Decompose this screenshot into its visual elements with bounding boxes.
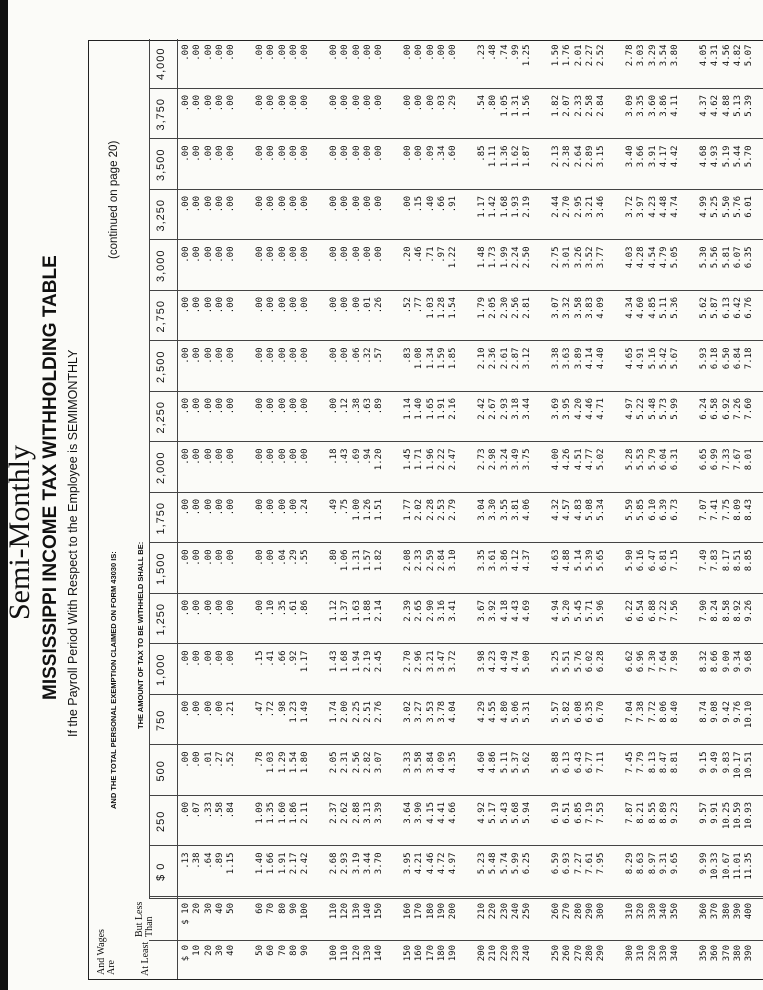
exemption-column-header: 1,500 [155,552,167,586]
tax-value-column: .00 .00 .00 .00 .00 [181,600,237,617]
tax-value-column: 6.62 6.96 7.30 7.64 7.98 [625,650,681,673]
tax-value-column: 3.98 4.23 4.49 4.74 5.00 [477,650,533,673]
header-bottom-rule [177,39,178,979]
tax-value-column: 1.40 1.66 1.91 2.17 2.42 [255,852,311,875]
tax-value-column: 4.29 4.55 4.80 5.06 5.31 [477,701,533,723]
tax-value-column: 3.33 3.58 3.84 4.09 4.35 [403,751,459,774]
exemption-header: AND THE TOTAL PERSONAL EXEMPTION CLAIMED ON FORM 43030 IS: [109,551,118,809]
tax-value-column: 5.62 5.87 6.13 6.42 6.76 [699,297,755,319]
less-than-values: 160 170 180 190 200 [403,903,459,920]
tax-value-column: 2.13 2.38 2.64 2.89 3.15 [551,145,607,168]
tax-value-column: 6.22 6.54 6.88 7.22 7.56 [625,600,681,622]
tax-value-column: 3.35 3.61 3.86 4.12 4.37 [477,549,533,572]
tax-value-column: 2.10 2.36 2.61 2.87 3.12 [477,347,533,370]
tax-value-column: 5.23 5.48 5.74 5.99 6.25 [477,852,533,875]
wages-header: And Wages Are [96,929,117,975]
tax-value-column: .00 .00 .06 .32 .57 [329,347,385,364]
at-least-values: $ 0 10 20 30 40 [181,945,237,962]
tax-value-column: 2.42 2.67 2.93 3.18 3.44 [477,398,533,420]
tax-value-column: 2.78 3.03 3.29 3.54 3.80 [625,44,681,67]
tax-value-column: 3.72 3.97 4.23 4.48 4.74 [625,196,681,218]
tax-value-column: .15 .41 .66 .92 1.17 [255,650,311,673]
column-rule [149,644,763,645]
tax-value-column: 1.14 1.40 1.65 1.91 2.16 [403,398,459,420]
tax-value-column: 7.04 7.38 7.72 8.06 8.40 [625,701,681,723]
tax-value-column: 3.02 3.27 3.53 3.78 4.04 [403,701,459,723]
tax-value-column: .47 .72 .98 1.23 1.49 [255,701,311,723]
tax-value-column: 2.37 2.62 2.88 3.13 3.39 [329,802,385,824]
exemption-column-header: 500 [155,760,167,782]
tax-value-column: 5.28 5.53 5.79 6.04 6.31 [625,448,681,471]
exemption-column-header: 2,750 [155,299,167,333]
tax-value-column: 4.97 5.22 5.48 5.73 5.99 [625,398,681,420]
tax-value-column: .49 .75 1.00 1.26 1.51 [329,499,385,521]
tax-value-column: 5.90 6.16 6.47 6.81 7.15 [625,549,681,572]
less-than-values: 260 270 280 290 300 [551,903,607,920]
tax-value-column: 4.60 4.86 5.11 5.37 5.62 [477,751,533,774]
tax-value-column: 1.12 1.37 1.63 1.88 2.14 [329,600,385,622]
exemption-column-header: 750 [155,709,167,731]
tax-value-column: 2.75 3.01 3.26 3.52 3.77 [551,246,607,269]
tax-value-column: 2.44 2.70 2.95 3.21 3.46 [551,196,607,218]
less-than-values: 60 70 80 90 100 [255,903,311,920]
tax-value-column: .83 1.08 1.34 1.59 1.85 [403,347,459,370]
tax-value-column: 5.25 5.51 5.76 6.02 6.28 [551,650,607,673]
column-rule [149,896,763,897]
tax-value-column: 3.40 3.66 3.91 4.17 4.42 [625,145,681,168]
exemption-column-header: 2,000 [155,451,167,485]
at-least-values: 300 310 320 330 340 [625,945,681,962]
at-least-values: 100 110 120 130 140 [329,945,385,962]
tax-value-column: 1.82 2.07 2.33 2.58 2.84 [551,95,607,117]
column-rule [149,240,763,241]
tax-value-column: 3.38 3.63 3.89 4.14 4.40 [551,347,607,370]
tax-value-column: 3.64 3.90 4.15 4.41 4.66 [403,802,459,824]
column-rule [149,189,763,190]
tax-value-column: .20 .46 .71 .97 1.22 [403,246,459,269]
tax-value-column: .00 .00 .00 .00 .00 [255,448,311,465]
tax-value-column: .23 .48 .74 .99 1.25 [477,44,533,67]
column-rule [149,745,763,746]
tax-value-column: .00 .00 .00 .01 .26 [329,297,385,314]
exemption-column-header: 3,500 [155,148,167,182]
tax-value-column: 4.92 5.17 5.43 5.68 5.94 [477,802,533,824]
tax-value-column: .00 .00 .04 .29 .55 [255,549,311,566]
tax-value-column: 5.57 5.82 6.08 6.35 6.70 [551,701,607,723]
tax-value-column: .00 .00 .00 .00 .24 [255,499,311,516]
wage-column-rule [149,898,763,899]
tax-value-column: 1.77 2.02 2.28 2.53 2.79 [403,499,459,521]
tax-value-column: .85 1.11 1.36 1.62 1.87 [477,145,533,168]
tax-value-column: 2.39 2.65 2.90 3.16 3.41 [403,600,459,622]
tax-value-column: 5.59 5.85 6.10 6.39 6.73 [625,499,681,521]
tax-value-column: .00 .00 .00 .00 .00 [181,398,237,415]
tax-amount-header: THE AMOUNT OF TAX TO BE WITHHELD SHALL BE: [136,541,145,729]
tax-value-column: 4.94 5.20 5.45 5.71 5.96 [551,600,607,622]
tax-value-column: 7.87 8.21 8.55 8.89 9.23 [625,802,681,824]
tax-value-column: .00 .00 .09 .34 .60 [403,145,459,162]
at-least-values: 350 360 370 380 390 [699,945,755,962]
tax-value-column: .00 .00 .00 .00 .00 [181,549,237,566]
tax-value-column: 2.70 2.96 3.21 3.47 3.72 [403,650,459,673]
tax-value-column: .00 .00 .00 .00 .00 [181,246,237,263]
exemption-column-header: 1,750 [155,501,167,535]
tax-value-column: .18 .43 .69 .94 1.20 [329,448,385,471]
tax-value-column: 1.79 2.05 2.30 2.56 2.81 [477,297,533,319]
wage-column-rule [149,940,763,941]
tax-value-column: .00 .00 .00 .00 .00 [181,499,237,516]
tax-value-column: .00 .00 .00 .00 .00 [255,398,311,415]
tax-value-column: 4.03 4.28 4.54 4.79 5.05 [625,246,681,269]
column-rule [149,492,763,493]
column-rule [149,593,763,594]
tax-value-column: .52 .77 1.03 1.28 1.54 [403,297,459,319]
tax-value-column: 4.05 4.31 4.56 4.82 5.07 [699,44,755,67]
tax-value-column: 4.65 4.91 5.16 5.42 5.67 [625,347,681,370]
tax-value-column: 1.50 1.76 2.01 2.27 2.52 [551,44,607,67]
tax-value-column: .54 .80 1.05 1.31 1.56 [477,95,533,117]
exemption-column-header: 1,250 [155,602,167,636]
column-rule [149,543,763,544]
column-rule [149,88,763,89]
tax-value-column: .00 .00 .00 .03 .29 [403,95,459,112]
tax-value-column: .00 .00 .00 .00 .00 [255,145,311,162]
tax-value-column: .00 .00 .00 .00 .00 [181,650,237,667]
column-rule [149,341,763,342]
at-least-values: 200 210 220 230 240 [477,945,533,962]
tax-value-column: 1.74 2.00 2.25 2.51 2.76 [329,701,385,723]
tax-value-column: 8.29 8.63 8.97 9.31 9.65 [625,852,681,875]
tax-value-column: 5.30 5.56 5.81 6.07 6.35 [699,246,755,269]
tax-value-column: 1.17 1.42 1.68 1.93 2.19 [477,196,533,218]
tax-value-column: 1.48 1.73 1.99 2.24 2.50 [477,246,533,269]
tax-value-column: 6.24 6.58 6.92 7.26 7.60 [699,398,755,420]
tax-value-column: 4.99 5.25 5.50 5.76 6.01 [699,196,755,218]
exemption-column-header: 2,250 [155,400,167,434]
exemption-column-header: $ 0 [155,862,167,881]
tax-value-column: 3.07 3.32 3.58 3.83 4.09 [551,297,607,319]
tax-value-column: 5.88 6.13 6.43 6.77 7.11 [551,751,607,774]
tax-value-column: .00 .00 .00 .00 .00 [255,246,311,263]
tax-value-column: .00 .00 .00 .00 .00 [181,448,237,465]
tax-value-column: .00 .00 .00 .00 .00 [329,196,385,213]
table-subtitle: If the Payroll Period With Respect to the Employee is SEMIMONTHLY [66,349,80,737]
tax-value-column: .00 .00 .00 .00 .00 [255,95,311,112]
tax-value-column: 2.08 2.33 2.59 2.84 3.10 [403,549,459,572]
tax-value-column: .00 .00 .00 .00 .00 [181,44,237,61]
tax-value-column: 4.34 4.60 4.85 5.11 5.36 [625,297,681,319]
tax-value-column: .00 .07 .33 .58 .84 [181,802,237,819]
tax-value-column: 3.69 3.95 4.20 4.46 4.71 [551,398,607,420]
less-than-values: 110 120 130 140 150 [329,903,385,920]
continued-note: (continued on page 20) [108,140,120,259]
tax-value-column: 6.65 6.99 7.33 7.67 8.01 [699,448,755,471]
exemption-column-header: 3,750 [155,97,167,131]
rotated-table-wrapper [3,40,763,980]
tax-value-column: 9.15 9.49 9.83 10.17 10.51 [699,751,755,779]
tax-value-column: .00 .00 .00 .00 .00 [181,145,237,162]
tax-value-column: 3.09 3.35 3.60 3.86 4.11 [625,95,681,117]
at-least-values: 150 160 170 180 190 [403,945,459,962]
tax-value-column: 7.49 7.83 8.17 8.51 8.85 [699,549,755,572]
tax-value-column: .00 .00 .00 .00 .00 [329,246,385,263]
exemption-column-header: 4,000 [155,47,167,81]
tax-value-column: 2.73 2.98 3.24 3.49 3.75 [477,448,533,471]
exemption-column-header: 1,000 [155,653,167,687]
tax-value-column: 5.93 6.18 6.50 6.84 7.18 [699,347,755,370]
column-rule [149,694,763,695]
tax-value-column: 8.74 9.08 9.42 9.76 10.10 [699,701,755,729]
column-rule [149,391,763,392]
at-least-header: At Least [140,941,151,976]
tax-value-column: .78 1.03 1.29 1.54 1.80 [255,751,311,774]
tax-value-column: .00 .12 .38 .63 .89 [329,398,385,415]
tax-value-column: 3.04 3.30 3.55 3.81 4.06 [477,499,533,521]
tax-value-column: .80 1.06 1.31 1.57 1.82 [329,549,385,572]
column-rule [149,442,763,443]
tax-value-column: 3.67 3.92 4.18 4.43 4.69 [477,600,533,622]
column-rule [149,290,763,291]
exemption-column-header: 2,500 [155,350,167,384]
tax-value-column: 4.32 4.57 4.83 5.08 5.34 [551,499,607,521]
tax-value-column: 4.63 4.88 5.14 5.39 5.65 [551,549,607,572]
tax-value-column: 6.59 6.93 7.27 7.61 7.95 [551,852,607,875]
tax-value-column: .00 .15 .40 .66 .91 [403,196,459,213]
tax-value-column: .00 .00 .00 .00 .00 [255,347,311,364]
tax-value-column: .00 .00 .00 .00 .00 [329,95,385,112]
tax-value-column: .00 .00 .00 .00 .00 [181,347,237,364]
tax-value-column: 4.00 4.26 4.51 4.77 5.02 [551,448,607,471]
withholding-table [88,40,763,980]
exemption-column-header: 3,000 [155,249,167,283]
but-less-than-header: But Less Than [134,901,155,937]
table-title: MISSISSIPPI INCOME TAX WITHHOLDING TABLE [40,255,61,700]
tax-value-column: .00 .00 .00 .00 .00 [403,44,459,61]
tax-value-column: .00 .00 .00 .00 .00 [181,95,237,112]
tax-value-column: 6.19 6.51 6.85 7.19 7.53 [551,802,607,824]
tax-value-column: .00 .00 .00 .00 .00 [255,196,311,213]
tax-value-column: .13 .38 .64 .89 1.15 [181,852,237,875]
tax-value-column: 3.95 4.21 4.46 4.72 4.97 [403,852,459,875]
tax-value-column: .00 .00 .00 .00 .00 [181,297,237,314]
tax-value-column: .00 .00 .00 .00 .00 [329,44,385,61]
column-rule [149,846,763,847]
at-least-values: 50 60 70 80 90 [255,945,311,956]
tax-value-column: 1.43 1.68 1.94 2.19 2.45 [329,650,385,673]
tax-value-column: 4.37 4.62 4.88 5.13 5.39 [699,95,755,117]
exemption-column-header: 250 [155,810,167,832]
column-rule [149,139,763,140]
less-than-values: 360 370 380 390 400 [699,903,755,920]
tax-value-column: .00 .10 .35 .61 .86 [255,600,311,617]
tax-value-column: 9.99 10.33 10.67 11.01 11.35 [699,852,755,880]
tax-value-column: 1.45 1.71 1.96 2.22 2.47 [403,448,459,471]
tax-value-column: .00 .00 .00 .00 .00 [255,297,311,314]
tax-value-column: .00 .00 .00 .00 .21 [181,701,237,718]
tax-value-column: 7.07 7.41 7.75 8.09 8.43 [699,499,755,521]
tax-value-column: .00 .00 .00 .00 .00 [255,44,311,61]
tax-value-column: 1.09 1.35 1.60 1.86 2.11 [255,802,311,824]
tax-value-column: 2.05 2.31 2.56 2.82 3.07 [329,751,385,774]
tax-value-column: .00 .00 .00 .00 .00 [329,145,385,162]
tax-value-column: 8.32 8.66 9.00 9.34 9.68 [699,650,755,673]
tax-value-column: 4.68 4.93 5.19 5.44 5.70 [699,145,755,168]
at-least-values: 250 260 270 280 290 [551,945,607,962]
tax-value-column: 2.68 2.93 3.19 3.44 3.70 [329,852,385,875]
less-than-values: $ 10 20 30 40 50 [181,903,237,925]
tax-value-column: .00 .00 .00 .00 .00 [181,196,237,213]
tax-value-column: 7.45 7.79 8.13 8.47 8.81 [625,751,681,774]
tax-value-column: 7.90 8.24 8.58 8.92 9.26 [699,600,755,622]
column-rule [149,795,763,796]
page-title: Semi-Monthly [3,444,36,620]
exemption-column-header: 3,250 [155,198,167,232]
header-rule [149,39,150,899]
less-than-values: 210 220 230 240 250 [477,903,533,920]
tax-value-column: 9.57 9.91 10.25 10.59 10.93 [699,802,755,830]
tax-value-column: .00 .00 .01 .27 .52 [181,751,237,768]
less-than-values: 310 320 330 340 350 [625,903,681,920]
